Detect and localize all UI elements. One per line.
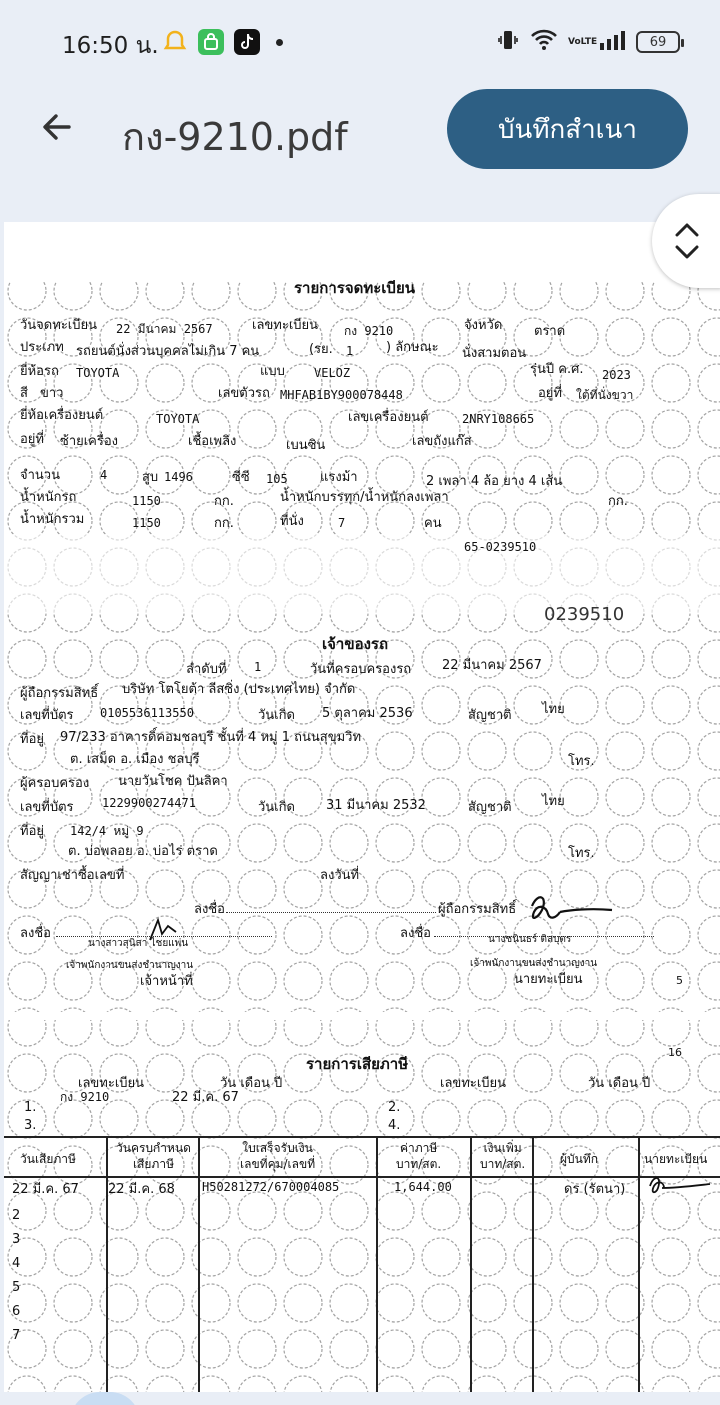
col-divider (106, 1136, 108, 1392)
tax-row-1: 1. (24, 1100, 37, 1115)
own-date-label: วันที่ครอบครองรถ (310, 662, 412, 677)
line-number: 2 (12, 1208, 21, 1223)
col-divider (470, 1136, 472, 1392)
bell-app-icon (162, 29, 188, 55)
line-number: 3 (12, 1232, 21, 1247)
col-divider (638, 1136, 640, 1392)
gross: 1150 (132, 516, 161, 530)
officer-signature (144, 916, 184, 948)
own-date: 22 มีนาคม 2567 (442, 658, 542, 673)
sign-left-role: เจ้าพนักงานขนส่งชำนาญงาน (66, 960, 194, 971)
cc-label: ซีซี (232, 470, 250, 485)
registration-heading: รายการจดทะเบียน (294, 279, 415, 297)
cell-tax-date: 22 มี.ค. 67 (12, 1182, 79, 1197)
addr-line-3: 142/4 หมู่ 9 (70, 824, 144, 838)
pdf-page[interactable] (4, 222, 720, 1392)
page-separator (4, 1012, 720, 1020)
id2-label: เลขที่บัตร (20, 800, 74, 815)
holder-signature (520, 886, 616, 934)
col-header-registrar: นายทะเบียน (644, 1152, 708, 1166)
bottom-action-button[interactable] (70, 1392, 140, 1405)
birth2-label: วันเกิด (258, 800, 295, 815)
nation: ไทย (542, 702, 565, 717)
birth2: 31 มีนาคม 2532 (326, 798, 426, 813)
sign-label: ลงชื่อ (194, 902, 225, 917)
count-label: จำนวน (20, 468, 60, 483)
sign-right-name: นางชนินธร์ ติลบุตร (488, 934, 572, 945)
tax-reg-label-2: เลขทะเบียน (440, 1076, 507, 1091)
color-label: สี (20, 386, 28, 401)
line-number: 7 (12, 1328, 21, 1343)
back-button[interactable] (34, 104, 80, 150)
kg-unit-2: กก. (608, 494, 628, 509)
tax-row-4: 4. (388, 1118, 401, 1133)
seats-label: ที่นั่ง (280, 514, 304, 529)
cell-recorder: ดร (รัตนา) (564, 1182, 626, 1197)
addr-line-2: ต. เสม็ด อ. เมือง ชลบุรี (70, 752, 200, 767)
persons-label: คน (424, 516, 442, 531)
engine-brand-label: ยี่ห้อเครื่องยนต์ (20, 408, 104, 423)
gas-label: เลขถังแก๊ส (412, 434, 472, 449)
tax-reg-label: เลขทะเบียน (78, 1076, 145, 1091)
hp-label: แรงม้า (320, 470, 358, 485)
reg-date: 22 มีนาคม 2567 (116, 322, 213, 336)
registrar-signature (644, 1170, 714, 1200)
color: ขาว (40, 386, 64, 401)
year: 2023 (602, 368, 631, 382)
reg-date-label: วันจดทะเบียน (20, 318, 97, 333)
holder-label: ผู้ถือกรรมสิทธิ์ (20, 686, 99, 701)
year-label: รุ่นปี ค.ศ. (530, 362, 584, 377)
tel-label: โทร. (568, 754, 595, 769)
vehicle-type: รถยนต์นั่งส่วนบุคคลไม่เกิน 7 คน (76, 344, 260, 359)
chevron-up-down-icon (672, 219, 702, 263)
engine-brand: TOYOTA (156, 412, 200, 426)
notification-icons (162, 29, 283, 55)
sign-left-name: นางสาวสุนิสา ไชยแพ่น (88, 938, 189, 949)
vin: MHFAB1BY900078448 (280, 388, 403, 402)
line-number: 4 (12, 1256, 21, 1271)
fuel: เบนซิน (286, 438, 326, 453)
owner-heading: เจ้าของรถ (322, 635, 389, 653)
shopping-app-icon (198, 29, 224, 55)
weight-label: น้ำหนักรถ (20, 490, 77, 505)
engine-no-label: เลขเครื่องยนต์ (348, 410, 429, 425)
volte-icon: VoLTE (568, 37, 598, 47)
status-bar (0, 0, 720, 84)
gross-label: น้ำหนักรวม (20, 512, 85, 527)
tax-row-2: 2. (388, 1100, 401, 1115)
cyl-label: สูบ (142, 470, 159, 485)
sign-line (226, 912, 436, 913)
birth-label: วันเกิด (258, 708, 295, 723)
vin-loc-label: อยู่ที่ (538, 386, 562, 401)
cc: 1496 (164, 470, 193, 484)
sign-left-title: เจ้าหน้าที่ (140, 974, 193, 989)
vin-label: เลขตัวรถ (218, 386, 270, 401)
col-header-receipt: ใบเสร็จรับเงิน เลขที่คุม/เลขที่ (240, 1141, 316, 1171)
possessor-label: ผู้ครอบครอง (20, 776, 90, 791)
tax-heading: รายการเสียภาษี (306, 1055, 409, 1073)
seats: 7 (338, 516, 346, 530)
cell-receipt: H50281272/670004085 (202, 1180, 340, 1194)
fuel-label: เชื้อเพลิง (188, 434, 237, 449)
char-label: ) ลักษณะ (386, 340, 439, 355)
rs-label: (รย. (309, 342, 333, 357)
possessor: นายวันโชค ปันลิคา (118, 774, 228, 789)
load-label: น้ำหนักบรรทุก/น้ำหนักลงเพลา (280, 490, 449, 505)
kg-unit-3: กก. (214, 516, 234, 531)
seq-label: ลำดับที่ (186, 662, 227, 677)
owner-id: 0105536113550 (100, 706, 194, 720)
brand: TOYOTA (76, 366, 120, 380)
weight: 1150 (132, 494, 161, 508)
sign-right-label: ลงชื่อ (400, 926, 431, 941)
model-label: แบบ (260, 364, 285, 379)
kg-unit: กก. (214, 494, 234, 509)
tax-date-value: 22 มี.ค. 67 (172, 1090, 239, 1105)
nation2: ไทย (542, 794, 565, 809)
engine-no: 2NRY108665 (462, 412, 535, 426)
col-header-due-date: วันครบกำหนด เสียภาษี (116, 1141, 191, 1171)
type-label: ประเภท (20, 340, 64, 355)
brand-label: ยี่ห้อรถ (20, 364, 59, 379)
table-top-border (4, 1136, 720, 1138)
document-number: 65-0239510 (464, 540, 537, 554)
col-header-surcharge: เงินเพิ่ม บาท/สต. (480, 1141, 526, 1171)
tax-date-label-2: วัน เดือน ปี (588, 1076, 651, 1091)
col-header-tax-date: วันเสียภาษี (20, 1152, 76, 1166)
save-copy-button[interactable]: บันทึกสำเนา (447, 89, 688, 169)
contract-date-label: ลงวันที่ (320, 868, 360, 883)
engine-loc: ซ้ายเครื่อง (60, 434, 119, 449)
sign-left-label: ลงชื่อ (20, 926, 51, 941)
rs-value: 1 (346, 344, 354, 358)
cell-due-date: 22 มี.ค. 68 (108, 1182, 175, 1197)
reg-no-label: เลขทะเบียน (252, 318, 319, 333)
holder: บริษัท โตโยต้า ลีสซิ่ง (ประเทศไทย) จำกัด (122, 682, 356, 697)
model: VELOZ (314, 366, 351, 380)
tax-row-3: 3. (24, 1118, 37, 1133)
addr-line-1: 97/233 อาคารดิ์คอมชลบุรี ชั้นที่ 4 หมู่ 1 ถนนสุขุมวิท (60, 730, 362, 745)
engine-loc-label: อยู่ที่ (20, 432, 44, 447)
contract-label: สัญญาเช่าซื้อเลขที่ (20, 868, 125, 883)
vehicle-char: นั่งสามตอน (462, 346, 527, 361)
col-divider (376, 1136, 378, 1392)
tiktok-icon (234, 29, 260, 55)
line-number: 5 (12, 1280, 21, 1295)
sign-right-role: เจ้าพนักงานขนส่งชำนาญงาน (470, 958, 598, 969)
col-header-recorder: ผู้บันทึก (560, 1152, 599, 1166)
province-label: จังหวัด (464, 318, 503, 333)
battery-icon (636, 31, 680, 53)
col-divider (532, 1136, 534, 1392)
more-notifications-dot (276, 39, 283, 46)
tax-page-number: 16 (668, 1046, 682, 1059)
sign-right-title: นายทะเบียน (514, 972, 583, 987)
seq: 1 (254, 660, 262, 674)
nation-label: สัญชาติ (468, 708, 512, 723)
battery-level: 69 (649, 34, 667, 50)
status-time: 16:50 น. (62, 33, 159, 59)
addr-label: ที่อยู่ (20, 732, 44, 747)
system-status (496, 28, 680, 56)
nation2-label: สัญชาติ (468, 800, 512, 815)
owner-page-number: 5 (676, 974, 683, 987)
col-header-tax: ค่าภาษี บาท/สต. (396, 1141, 442, 1171)
wifi-icon (530, 29, 558, 55)
id-label: เลขที่บัตร (20, 708, 74, 723)
addr-line-4: ต. บ่อพลอย อ. บ่อไร่ ตราด (68, 844, 218, 859)
tel2-label: โทร. (568, 846, 595, 861)
vin-loc: ใต้ที่นั่งขวา (576, 388, 634, 402)
line-number: 6 (12, 1304, 21, 1319)
back-arrow-icon (39, 109, 75, 145)
hp: 105 (266, 472, 288, 486)
app-bar (0, 84, 720, 184)
possessor-id: 1229900274471 (102, 796, 196, 810)
reg-no: กง 9210 (344, 324, 394, 338)
addr2-label: ที่อยู่ (20, 824, 44, 839)
sign-holder-label: ผู้ถือกรรมสิทธิ์ (438, 902, 517, 917)
cell-tax-amount: 1,644.00 (394, 1180, 452, 1194)
tax-date-label: วัน เดือน ปี (220, 1076, 283, 1091)
axle-info: 2 เพลา 4 ล้อ ยาง 4 เส้น (426, 474, 563, 489)
vibrate-icon (496, 28, 520, 56)
province: ตราด (534, 324, 566, 339)
signal-icon (598, 29, 626, 55)
count: 4 (100, 468, 108, 482)
col-divider (198, 1136, 200, 1392)
serial-number: 0239510 (544, 604, 625, 625)
birth: 5 ตุลาคม 2536 (322, 706, 413, 721)
file-title: กง-9210.pdf (122, 115, 348, 159)
tax-reg-value: กง 9210 (60, 1090, 110, 1104)
